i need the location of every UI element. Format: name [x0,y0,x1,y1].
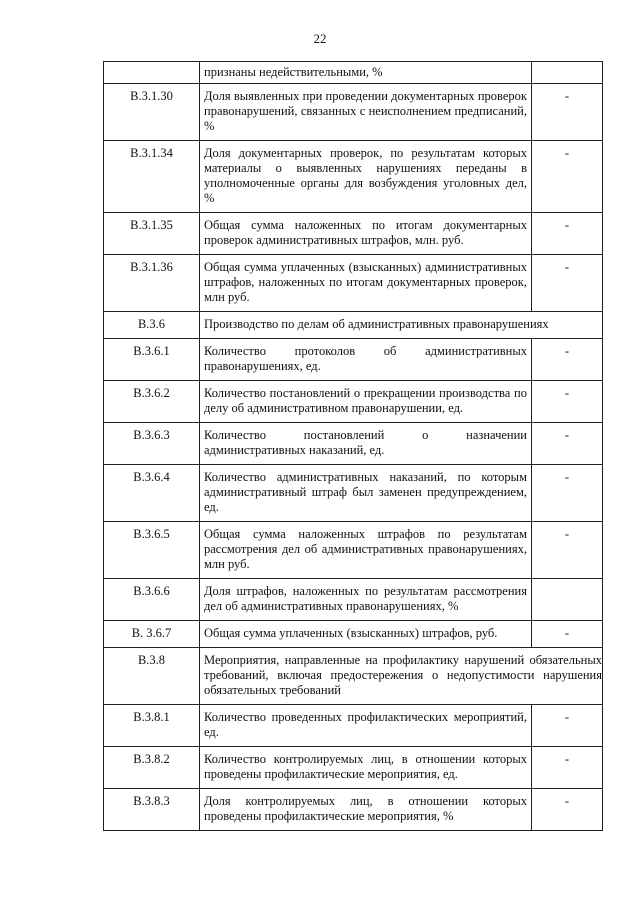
indicator-value-cell: - [532,621,603,648]
indicator-description-cell: Количество административных наказаний, по которым административный штраф был заменен предупреждением, ед. [200,465,532,522]
indicator-code-cell: В.3.6.3 [104,423,200,465]
indicator-value-cell: - [532,705,603,747]
indicator-code-cell: В.3.6.6 [104,579,200,621]
table-row [104,747,603,789]
indicator-description-cell: Доля документарных проверок, по результатам которых материалы о выявленных нарушениях переданы в уполномоченные органы для возбуждения уголовных дел, % [200,141,532,213]
indicator-value-cell: - [532,789,603,831]
indicator-description-cell: Количество постановлений о прекращении производства по делу об административном правонарушении, ед. [200,381,532,423]
indicator-value-cell: - [532,465,603,522]
indicator-code-cell: В.3.6.2 [104,381,200,423]
table-row [104,84,603,141]
indicator-value-cell [532,579,603,621]
table-row [104,705,603,747]
table-row [104,423,603,465]
indicator-code-cell: В.3.8.2 [104,747,200,789]
table-row [104,141,603,213]
indicator-value-cell: - [532,84,603,141]
indicator-value-cell: - [532,213,603,255]
table-row [104,62,603,84]
indicator-code-cell: В.3.8 [104,648,200,705]
indicator-value-cell [532,62,603,84]
indicator-code-cell: В.3.1.35 [104,213,200,255]
indicator-code-cell: В.3.6.5 [104,522,200,579]
indicator-code-cell: В.3.6 [104,312,200,339]
indicator-code-cell: В. 3.6.7 [104,621,200,648]
indicator-description-cell: Общая сумма уплаченных (взысканных) административных штрафов, наложенных по итогам документарных проверок, млн руб. [200,255,532,312]
indicator-code-cell: В.3.1.36 [104,255,200,312]
indicator-description-cell: Общая сумма наложенных по итогам документарных проверок административных штрафов, млн. руб. [200,213,532,255]
table-row [104,255,603,312]
table-row [104,579,603,621]
indicators-table [103,61,603,831]
table-row [104,465,603,522]
indicator-description-cell: Доля выявленных при проведении документарных проверок правонарушений, связанных с неисполнением предписаний, % [200,84,532,141]
table-row [104,648,603,705]
section-title-text: Производство по делам об административных правонарушениях [204,317,549,331]
indicator-value-cell: - [532,423,603,465]
section-title-text: Мероприятия, направленные на профилактику нарушений обязательных требований, включая предостережения о недопустимости нарушения обязательных требований [204,653,602,697]
table-row [104,339,603,381]
table-row [104,789,603,831]
indicator-description-cell: Доля штрафов, наложенных по результатам рассмотрения дел об административных правонарушениях, % [200,579,532,621]
indicator-code-cell: В.3.8.3 [104,789,200,831]
table-row [104,213,603,255]
table-row [104,621,603,648]
table-row [104,312,603,339]
indicator-description-cell: Количество протоколов об административных правонарушениях, ед. [200,339,532,381]
indicator-value-cell: - [532,141,603,213]
indicator-description-cell: признаны недействительными, % [200,62,532,84]
indicator-description-cell: Общая сумма уплаченных (взысканных) штрафов, руб. [200,621,532,648]
indicator-code-cell: В.3.6.4 [104,465,200,522]
indicator-description-cell: Количество контролируемых лиц, в отношении которых проведены профилактические мероприятия, ед. [200,747,532,789]
indicator-description-cell: Количество постановлений о назначении административных наказаний, ед. [200,423,532,465]
indicator-value-cell: - [532,339,603,381]
indicator-description-cell: Доля контролируемых лиц, в отношении которых проведены профилактические мероприятия, % [200,789,532,831]
indicator-value-cell: - [532,522,603,579]
page-number: 22 [313,31,327,46]
indicator-code-cell [104,62,200,84]
indicator-description-cell: Общая сумма наложенных штрафов по результатам рассмотрения дел об административных правонарушениях, млн руб. [200,522,532,579]
table-row [104,381,603,423]
indicator-code-cell: В.3.6.1 [104,339,200,381]
indicator-value-cell: - [532,747,603,789]
indicator-description-cell: Количество проведенных профилактических мероприятий, ед. [200,705,532,747]
section-title-cell [200,312,603,339]
table-row [104,522,603,579]
indicator-code-cell: В.3.1.34 [104,141,200,213]
indicator-value-cell: - [532,255,603,312]
indicator-code-cell: В.3.1.30 [104,84,200,141]
indicator-value-cell: - [532,381,603,423]
section-title-cell [200,648,603,705]
indicator-code-cell: В.3.8.1 [104,705,200,747]
